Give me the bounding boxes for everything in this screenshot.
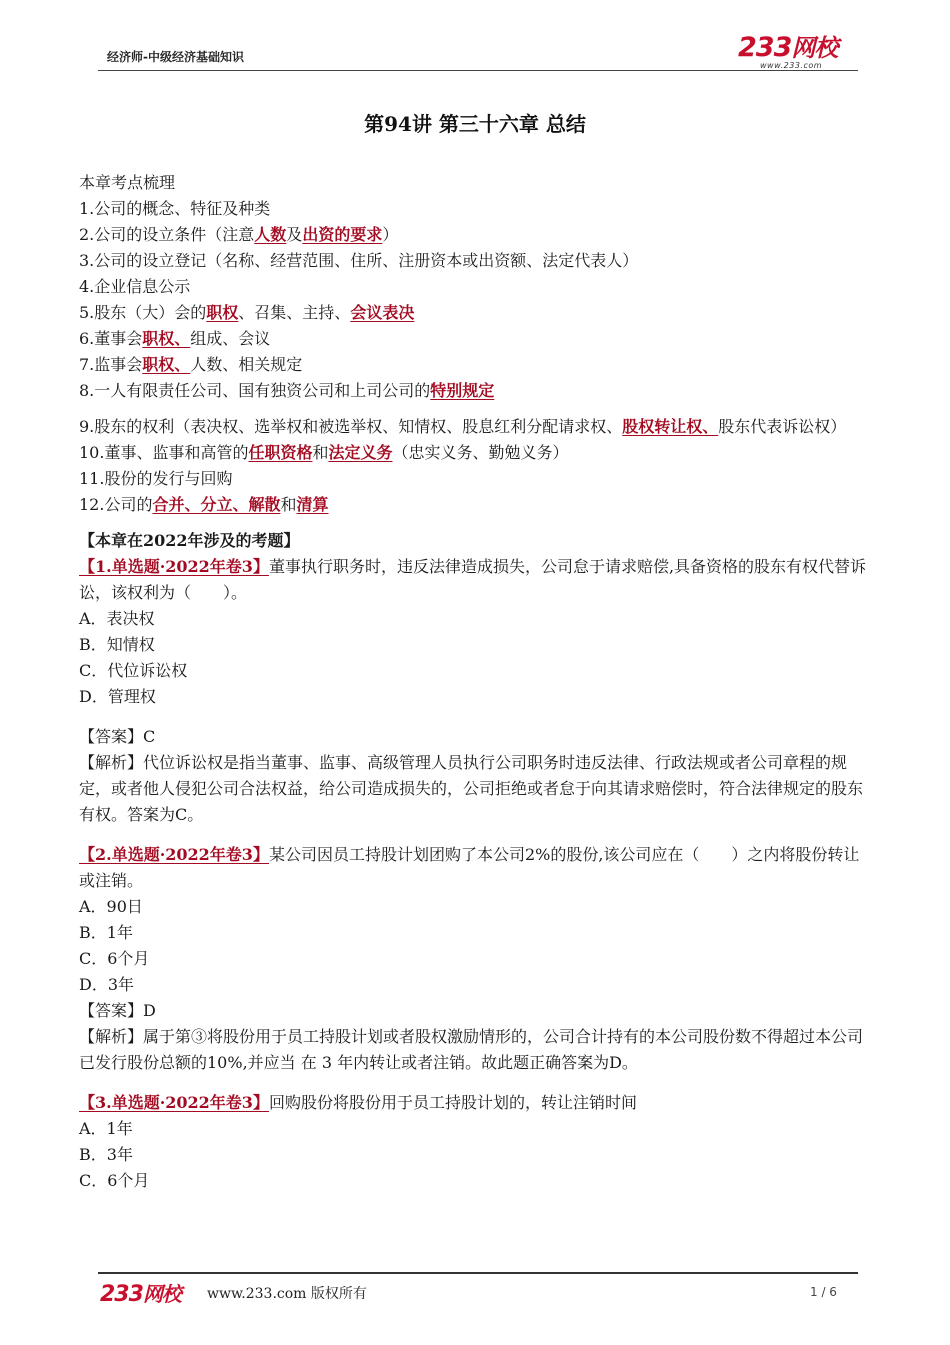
highlight-term: 特别规定 xyxy=(430,381,495,400)
question-option: D．3年 xyxy=(79,975,135,994)
question-label: 【1.单选题·2022年卷3】 xyxy=(79,557,269,576)
footer-copyright: www.233.com 版权所有 xyxy=(207,1286,367,1302)
highlight-term: 人数 xyxy=(254,225,287,244)
outline-item: 11.股份的发行与回购 xyxy=(79,469,233,488)
outline-item: 7.监事会职权、人数、相关规定 xyxy=(79,355,303,374)
header-divider xyxy=(98,70,858,71)
footer-divider xyxy=(98,1272,858,1274)
question-stem: 【1.单选题·2022年卷3】董事执行职务时，违反法律造成损失，公司怠于请求赔偿,具备资格的股东有权代替诉讼，该权利为（ ）。 xyxy=(79,557,867,602)
page-title: 第94讲 第三十六章 总结 xyxy=(364,112,586,136)
document-body xyxy=(79,170,869,1194)
highlight-term: 清算 xyxy=(296,495,329,514)
outline-item: 10.董事、监事和高管的任职资格和法定义务（忠实义务、勤勉义务） xyxy=(79,443,569,462)
outline-heading: 本章考点梳理 xyxy=(79,173,176,192)
question-option: C．6个月 xyxy=(79,949,150,968)
question-option: A．90日 xyxy=(79,897,143,916)
highlight-term: 出资的要求 xyxy=(302,225,383,244)
question-option: A．1年 xyxy=(79,1119,133,1138)
logo-chinese: 网校 xyxy=(791,34,838,62)
highlight-term: 职权 xyxy=(206,303,239,322)
question-option: B．知情权 xyxy=(79,635,155,654)
question-answer: 【答案】C xyxy=(79,727,156,746)
logo-number: 233 xyxy=(738,32,792,63)
page-number: 1 / 6 xyxy=(810,1285,837,1299)
outline-item: 8.一人有限责任公司、国有独资公司和上司公司的特别规定 xyxy=(79,381,495,400)
question-analysis: 【解析】属于第③将股份用于员工持股计划或者股权激励情形的，公司合计持有的本公司股份数不得超过本公司已发行股份总额的10%,并应当 在 3 年内转让或者注销。故此题正确答案为D。 xyxy=(79,1027,864,1072)
outline-item: 6.董事会职权、组成、会议 xyxy=(79,329,271,348)
question-option: C．代位诉讼权 xyxy=(79,661,188,680)
highlight-term: 职权、 xyxy=(142,329,191,348)
question-option: B．1年 xyxy=(79,923,133,942)
outline-item: 3.公司的设立登记（名称、经营范围、住所、注册资本或出资额、法定代表人） xyxy=(79,251,639,270)
highlight-term: 会议表决 xyxy=(350,303,415,322)
brand-logo xyxy=(738,34,863,74)
highlight-term: 合并、分立、解散 xyxy=(152,495,281,514)
highlight-term: 职权、 xyxy=(142,355,191,374)
highlight-term: 任职资格 xyxy=(248,443,313,462)
question-stem: 【3.单选题·2022年卷3】回购股份将股份用于员工持股计划的，转让注销时间 xyxy=(79,1093,637,1112)
exam-section-heading: 【本章在2022年涉及的考题】 xyxy=(79,531,300,550)
question-answer: 【答案】D xyxy=(79,1001,156,1020)
outline-item: 9.股东的权利（表决权、选举权和被选举权、知情权、股息红利分配请求权、股权转让权、股东代表诉讼权） xyxy=(79,417,847,436)
outline-item: 2.公司的设立条件（注意人数及出资的要求） xyxy=(79,225,399,244)
question-option: A．表决权 xyxy=(79,609,155,628)
outline-item: 12.公司的合并、分立、解散和清算 xyxy=(79,495,329,514)
outline-item: 1.公司的概念、特征及种类 xyxy=(79,199,271,218)
outline-item: 5.股东（大）会的职权、召集、主持、会议表决 xyxy=(79,303,415,322)
question-stem: 【2.单选题·2022年卷3】某公司因员工持股计划团购了本公司2%的股份,该公司应在（ ）之内将股份转让或注销。 xyxy=(79,845,860,890)
question-label: 【3.单选题·2022年卷3】 xyxy=(79,1093,269,1112)
question-option: C．6个月 xyxy=(79,1171,150,1190)
logo-url: www.233.com xyxy=(760,61,823,70)
question-option: D．管理权 xyxy=(79,687,156,706)
highlight-term: 股权转让权、 xyxy=(622,417,719,436)
footer-logo: 233网校 xyxy=(100,1282,181,1307)
highlight-term: 法定义务 xyxy=(328,443,393,462)
document-subject: 经济师-中级经济基础知识 xyxy=(107,50,244,64)
question-label: 【2.单选题·2022年卷3】 xyxy=(79,845,269,864)
outline-item: 4.企业信息公示 xyxy=(79,277,191,296)
question-analysis: 【解析】代位诉讼权是指当董事、监事、高级管理人员执行公司职务时违反法律、行政法规或者公司章程的规定，或者他人侵犯公司合法权益，给公司造成损失的，公司拒绝或者怠于向其请求赔偿时，符合法律规定的股东有权。答案为C。 xyxy=(79,753,864,824)
question-option: B．3年 xyxy=(79,1145,133,1164)
